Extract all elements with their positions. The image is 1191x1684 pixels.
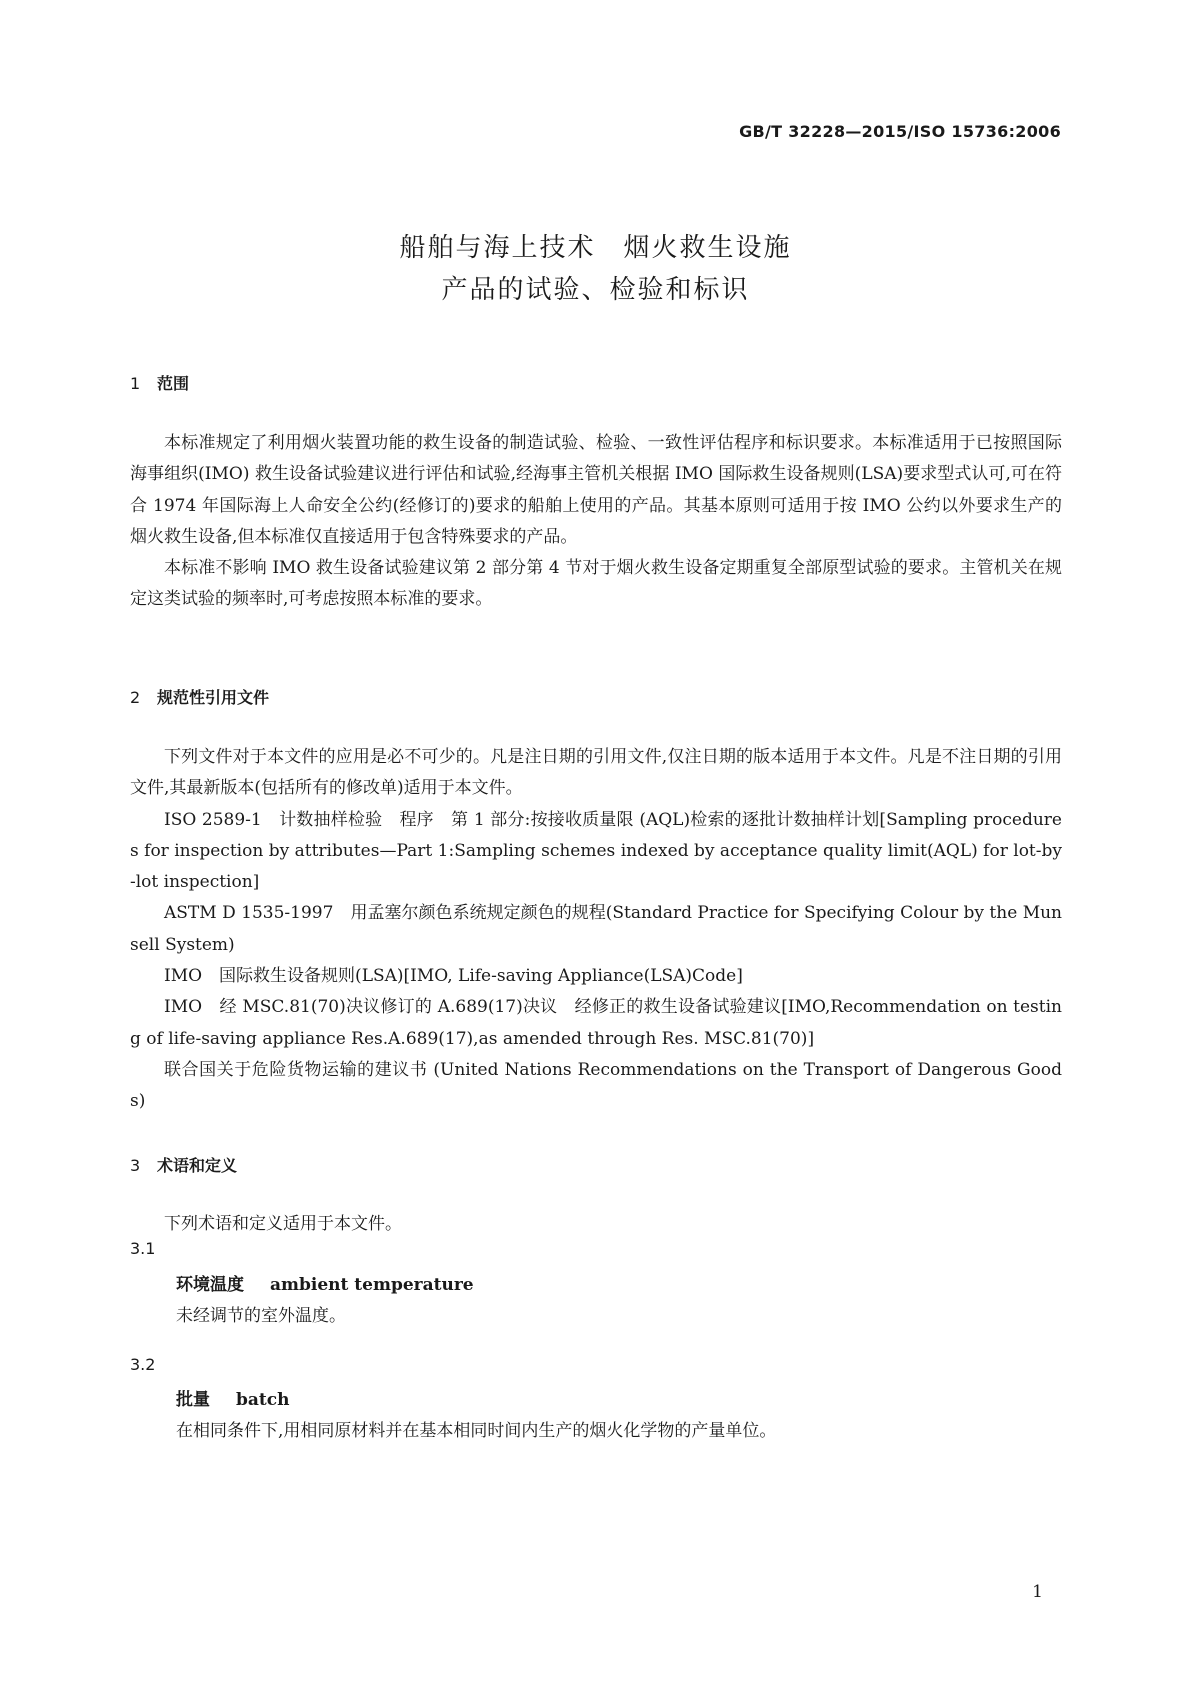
- document-title-line-1: 船舶与海上技术 烟火救生设施: [399, 233, 792, 263]
- term-chinese: 批量: [176, 1390, 210, 1410]
- section-1-heading: [130, 374, 189, 394]
- section-3-intro: [130, 1209, 1062, 1240]
- section-3-number: 3: [130, 1156, 141, 1175]
- term-definition: 未经调节的室外温度。: [176, 1306, 346, 1326]
- section-3-title: 术语和定义: [157, 1156, 238, 1175]
- reference-un-dangerous-goods: 联合国关于危险货物运输的建议书 (United Nations Recommendations on the Transport of Dangerous Goods): [130, 1059, 1062, 1112]
- reference-iso-2589-1: ISO 2589-1 计数抽样检验 程序 第 1 部分:按接收质量限 (AQL)检索的逐批计数抽样计划[Sampling procedures for inspection by attributes—Part 1:Sampling schemes indexed by acceptance quality limit(AQL) for lot-by-lot inspection]: [130, 809, 1062, 893]
- section-3-intro-text: 下列术语和定义适用于本文件。: [164, 1214, 402, 1234]
- term-heading: [176, 1388, 289, 1412]
- page-number: 1: [1032, 1582, 1043, 1602]
- document-title-line-2: 产品的试验、检验和标识: [441, 275, 750, 305]
- section-1-body: [130, 428, 1062, 616]
- section-2-paragraph: 下列文件对于本文件的应用是必不可少的。凡是注日期的引用文件,仅注日期的版本适用于本文件。凡是不注日期的引用文件,其最新版本(包括所有的修改单)适用于本文件。: [130, 747, 1062, 799]
- reference-imo-res-a689: IMO 经 MSC.81(70)决议修订的 A.689(17)决议 经修正的救生设备试验建议[IMO,Recommendation on testing of life-saving appliance Res.A.689(17),as amended through Res. MSC.81(70)]: [130, 997, 1062, 1049]
- reference-astm-d1535: ASTM D 1535-1997 用孟塞尔颜色系统规定颜色的规程(Standard Practice for Specifying Colour by the Munsell System): [130, 903, 1062, 955]
- term-heading: [176, 1273, 474, 1297]
- standard-code: GB/T 32228—2015/ISO 15736:2006: [739, 122, 1061, 141]
- term-chinese: 环境温度: [176, 1275, 244, 1295]
- term-definition: 在相同条件下,用相同原材料并在基本相同时间内生产的烟火化学物的产量单位。: [176, 1421, 777, 1441]
- term-english: ambient temperature: [270, 1275, 474, 1295]
- section-1-number: 1: [130, 374, 141, 393]
- section-2-number: 2: [130, 688, 141, 707]
- section-3-heading: [130, 1156, 237, 1176]
- section-2-heading: [130, 688, 269, 708]
- section-2-body: [130, 742, 1062, 1118]
- term-english: batch: [236, 1390, 290, 1410]
- section-2-title: 规范性引用文件: [157, 688, 270, 707]
- term-number: 3.1: [130, 1239, 156, 1258]
- reference-imo-lsa-code: IMO 国际救生设备规则(LSA)[IMO, Life-saving Appliance(LSA)Code]: [164, 966, 743, 987]
- section-1-title: 范围: [157, 374, 190, 393]
- section-1-paragraph: 本标准规定了利用烟火装置功能的救生设备的制造试验、检验、一致性评估程序和标识要求。本标准适用于已按照国际海事组织(IMO) 救生设备试验建议进行评估和试验,经海事主管机关根据 IMO 国际救生设备规则(LSA)要求型式认可,可在符合 1974 年国际海上人命安全公约(经修订的)要求的船舶上使用的产品。其基本原则可适用于按 IMO 公约以外要求生产的烟火救生设备,但本标准仅直接适用于包含特殊要求的产品。: [130, 433, 1062, 547]
- section-1-paragraph: 本标准不影响 IMO 救生设备试验建议第 2 部分第 4 节对于烟火救生设备定期重复全部原型试验的要求。主管机关在规定这类试验的频率时,可考虑按照本标准的要求。: [130, 558, 1062, 610]
- term-number: 3.2: [130, 1355, 156, 1374]
